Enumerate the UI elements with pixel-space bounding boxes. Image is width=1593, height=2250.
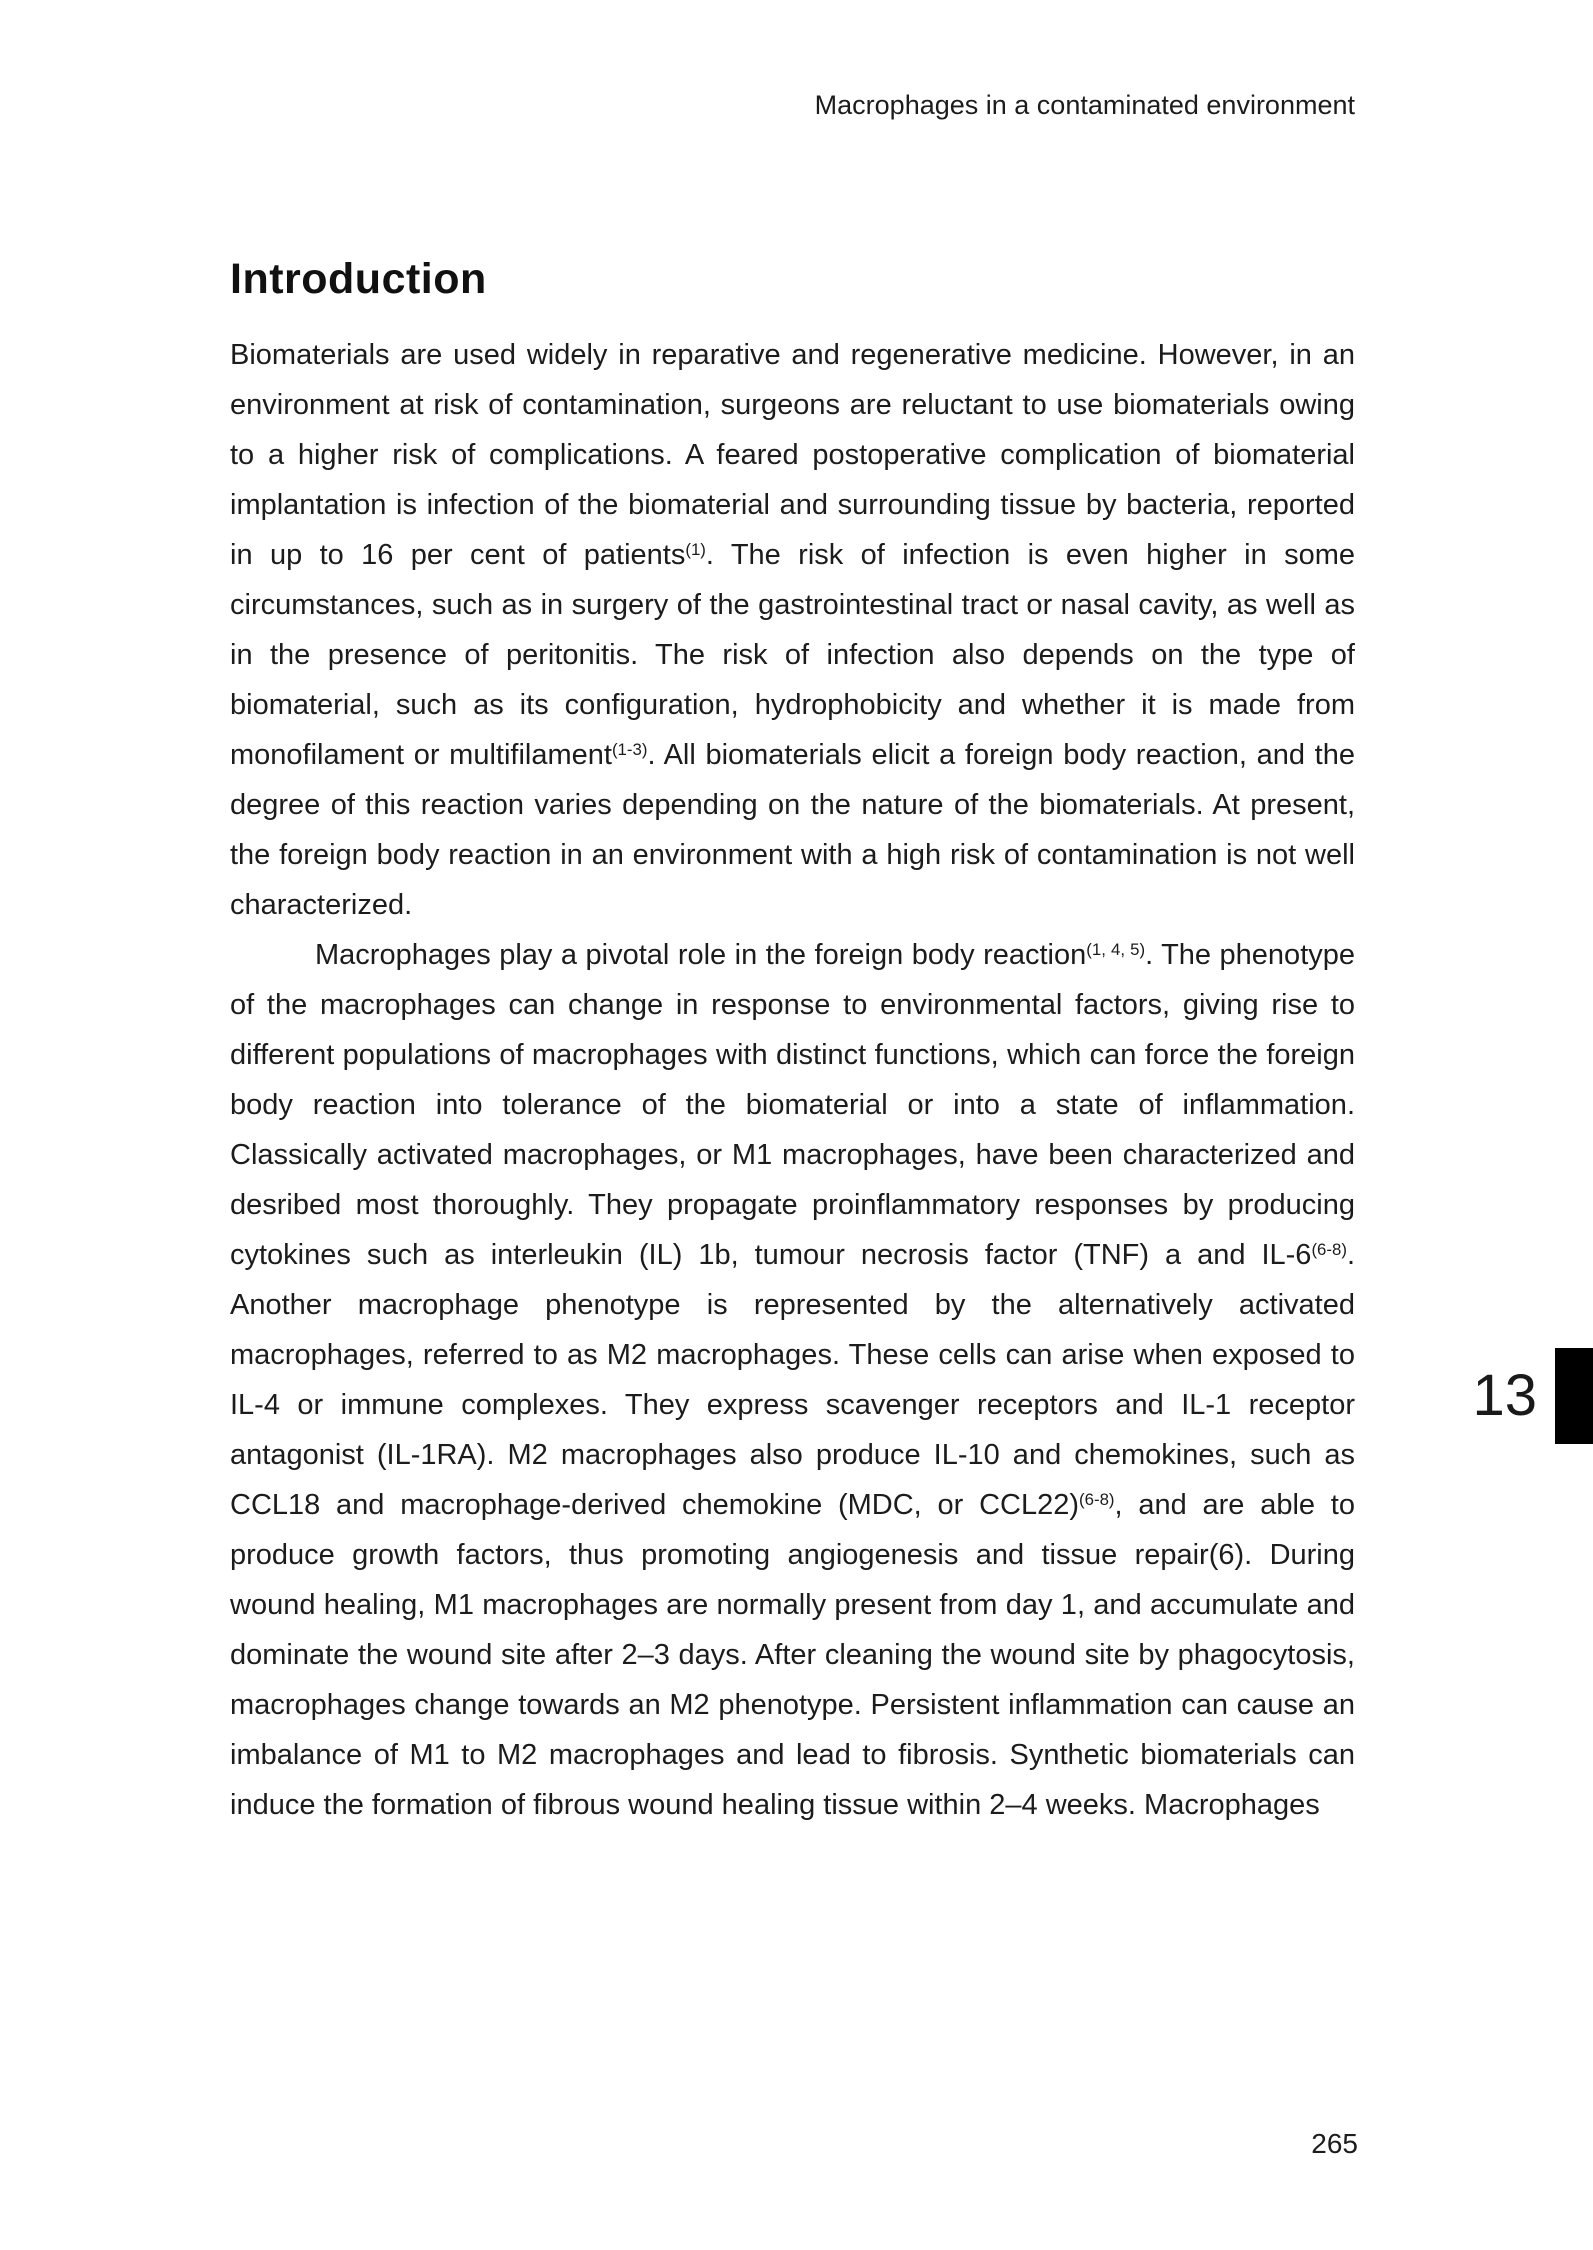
text-run: Biomaterials are used widely in reparative and regenerative medicine. However, in an environment at risk of contamination, surgeons are reluctant to use biomaterials owing to a higher risk of complications. A feared postoperative complication of biomaterial implantation is infection of the biomaterial and surrounding tissue by bacteria, reported in up to 16 per cent of patients	[230, 339, 1355, 571]
text-run: . The phenotype of the macrophages can change in response to environmental factors, giving rise to different populations of macrophages with distinct functions, which can force the foreign body reaction into tolerance of the biomaterial or into a state of inflammation. Classically activated macrophages, or M1 macrophages, have been characterized and desribed most thoroughly. They propagate proinflammatory responses by producing cytokines such as interleukin (IL) 1b, tumour necrosis factor (TNF) a and IL-6	[230, 939, 1356, 1271]
citation-superscript: (1, 4, 5)	[1086, 939, 1146, 959]
text-run: . The risk of infection is even higher in some circumstances, such as in surgery of the gastrointestinal tract or nasal cavity, as well as in the presence of peritonitis. The risk of infection also depends on the type of biomaterial, such as its configuration, hydrophobicity and whether it is made from monofilament or multifilament	[230, 539, 1355, 771]
text-run: . All biomaterials elicit a foreign body reaction, and the degree of this reaction varies depending on the nature of the biomaterials. At present, the foreign body reaction in an environment with a high risk of contamination is not well characterized.	[230, 739, 1355, 921]
citation-superscript: (1-3)	[611, 739, 648, 759]
text-run: Macrophages play a pivotal role in the foreign body reaction	[315, 939, 1087, 971]
text-run: , and are able to produce growth factors, thus promoting angiogenesis and tissue repair(6). During wound healing, M1 macrophages are normally present from day 1, and accumulate and dominate the wound site after 2–3 days. After cleaning the wound site by phagocytosis, macrophages change towards an M2 phenotype. Persistent inflammation can cause an imbalance of M1 to M2 macrophages and lead to fibrosis. Synthetic biomaterials can induce the formation of fibrous wound healing tissue within 2–4 weeks. Macrophages	[230, 1489, 1355, 1821]
citation-superscript: (6-8)	[1079, 1489, 1115, 1509]
page-number: 265	[1311, 2128, 1358, 2159]
paragraph	[230, 930, 1355, 1830]
chapter-marker	[1472, 1348, 1593, 1444]
section-title: Introduction	[230, 254, 487, 303]
citation-superscript: (6-8)	[1311, 1239, 1347, 1259]
body-paragraphs	[230, 330, 1355, 1830]
citation-superscript: (1)	[685, 539, 706, 559]
text-run: . Another macrophage phenotype is represented by the alternatively activated macrophages, referred to as M2 macrophages. These cells can arise when exposed to IL-4 or immune complexes. They express scavenger receptors and IL-1 receptor antagonist (IL-1RA). M2 macrophages also produce IL-10 and chemokines, such as CCL18 and macrophage-derived chemokine (MDC, or CCL22)	[230, 1239, 1355, 1521]
chapter-tab-bar	[1555, 1348, 1593, 1444]
chapter-number: 13	[1472, 1363, 1537, 1428]
paragraph	[230, 330, 1355, 930]
running-header: Macrophages in a contaminated environment	[814, 90, 1355, 120]
